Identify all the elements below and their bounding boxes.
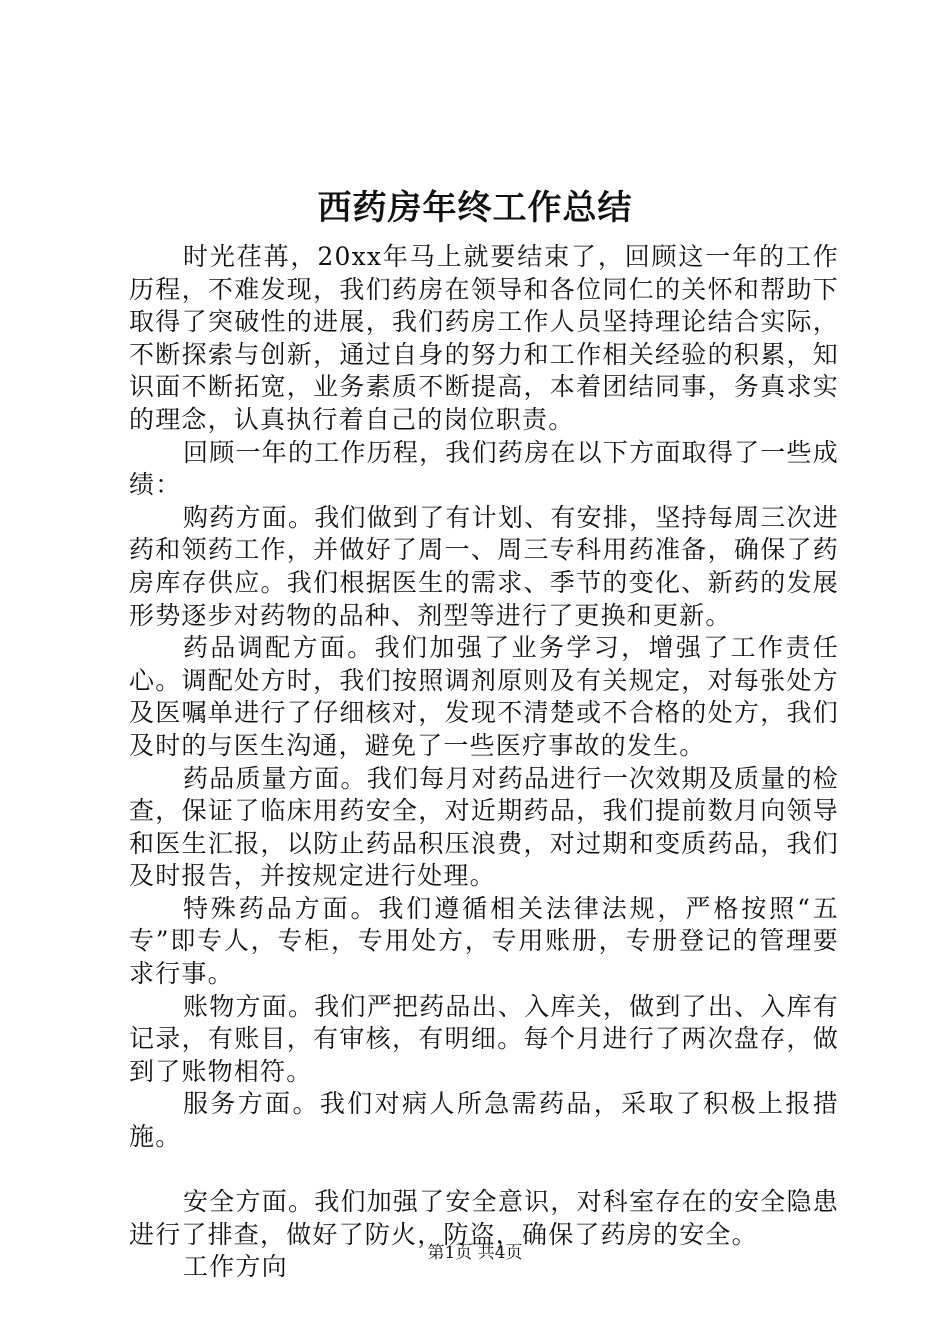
page-title: 西药房年终工作总结 [317, 188, 633, 228]
paragraph-dispensing: 药品调配方面。我们加强了业务学习，增强了工作责任心。调配处方时，我们按照调剂原则及有关规定，对每张处方及医嘱单进行了仔细核对，发现不清楚或不合格的处方，我们及时的与医生沟通，避免了一些医疗事故的发生。 [129, 633, 839, 760]
paragraph-drug-quality: 药品质量方面。我们每月对药品进行一次效期及质量的检查，保证了临床用药安全，对近期药品，我们提前数月向领导和医生汇报，以防止药品积压浪费，对过期和变质药品，我们及时报告，并按规定进行处理。 [129, 763, 839, 891]
paragraph-accounts: 账物方面。我们严把药品出、入库关，做到了出、入库有记录，有账目，有审核，有明细。每个月进行了两次盘存，做到了账物相符。 [129, 991, 839, 1086]
paragraph-intro: 时光荏苒，20xx年马上就要结束了，回顾这一年的工作历程，不难发现，我们药房在领导和各位同仁的关怀和帮助下取得了突破性的进展，我们药房工作人员坚持理论结合实际，不断探索与创新，通过自身的努力和工作相关经验的积累，知识面不断拓宽，业务素质不断提高，本着团结同事，务真求实的理念，认真执行着自己的岗位职责。 [129, 242, 839, 434]
paragraph-purchasing: 购药方面。我们做到了有计划、有安排，坚持每周三次进药和领药工作，并做好了周一、周三专科用药准备，确保了药房库存供应。我们根据医生的需求、季节的变化、新药的发展形势逐步对药物的品种、剂型等进行了更换和更新。 [129, 502, 839, 630]
blank-line [129, 1154, 839, 1187]
page-footer: 第1页 共4页 [427, 1243, 523, 1263]
paragraph-safety: 安全方面。我们加强了安全意识，对科室存在的安全隐患进行了排查，做好了防火，防盗，确保了药房的安全。 [129, 1187, 839, 1249]
document-body [129, 241, 839, 1284]
paragraph-work-direction: 工作方向 [183, 1252, 288, 1282]
paragraph-special-drugs: 特殊药品方面。我们遵循相关法律法规，严格按照“五专”即专人，专柜，专用处方，专用账册，专册登记的管理要求行事。 [129, 893, 839, 989]
paragraph-achievements-lead: 回顾一年的工作历程，我们药房在以下方面取得了一些成绩： [129, 437, 839, 500]
paragraph-service: 服务方面。我们对病人所急需药品，采取了积极上报措施。 [129, 1089, 839, 1152]
